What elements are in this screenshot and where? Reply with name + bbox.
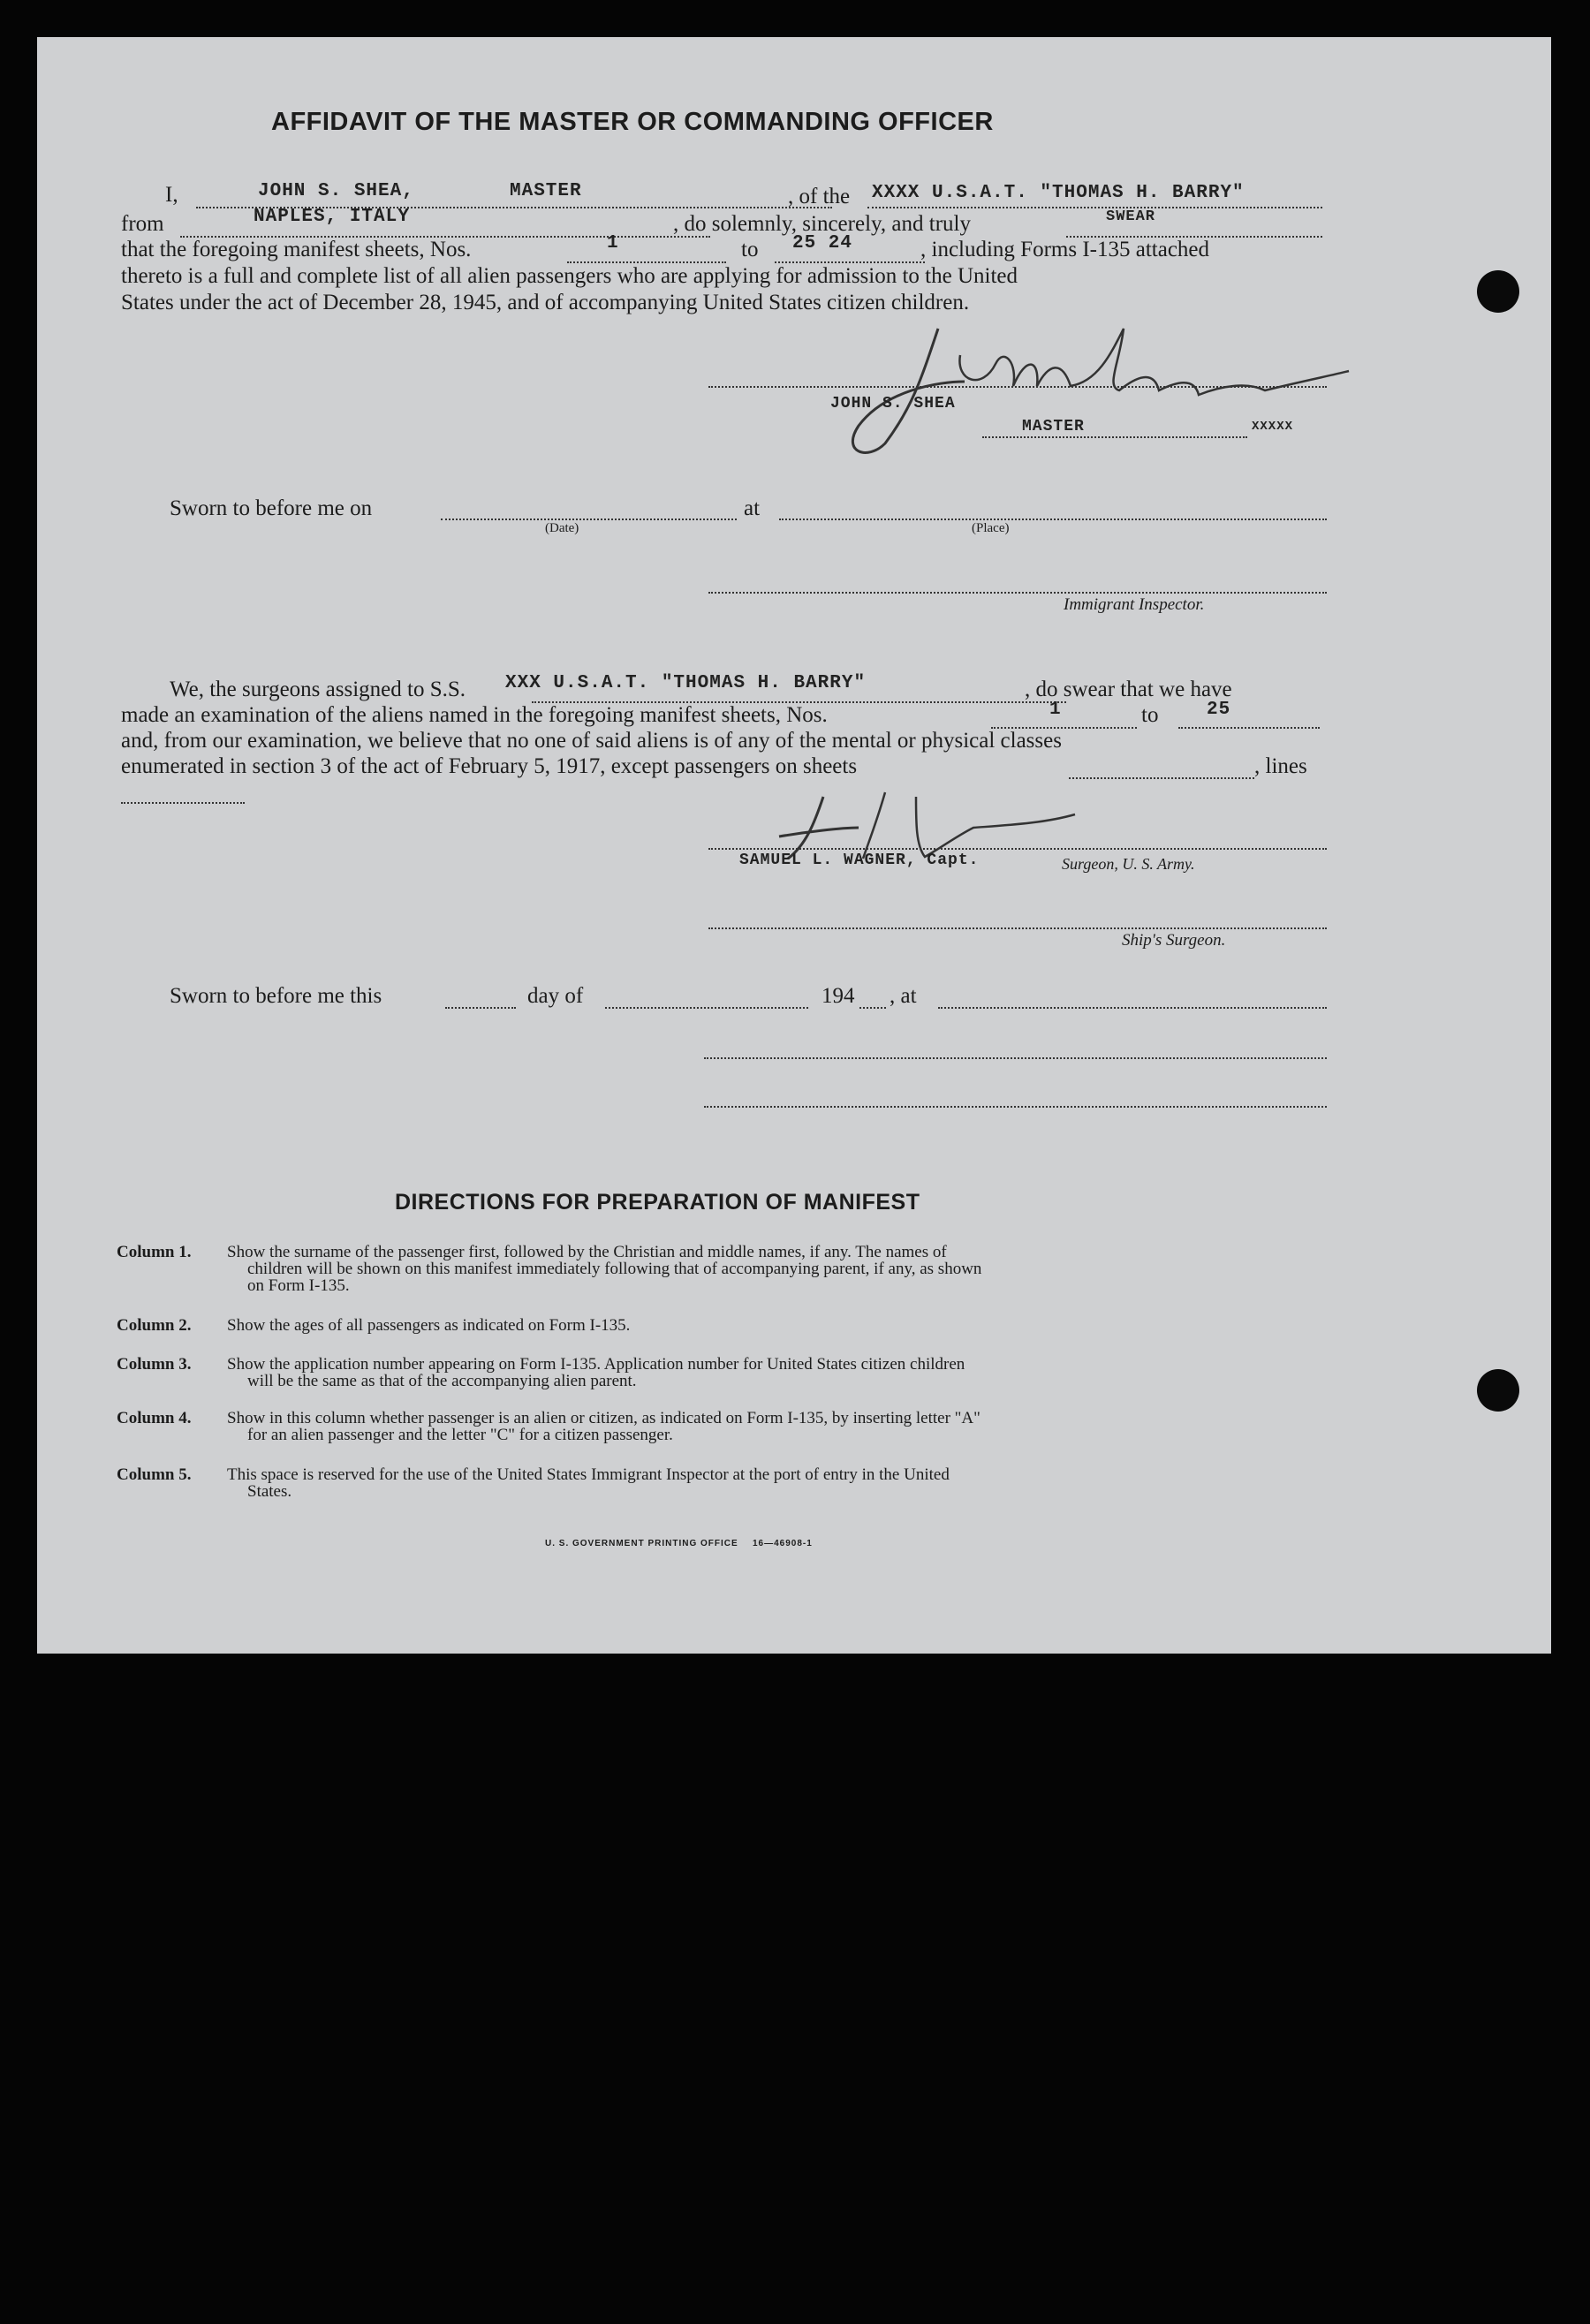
sworn-surgeons-at-label: , at — [890, 984, 917, 1008]
direction-text: Show the application number appearing on Form I-135. Application number for United States citizen children — [227, 1355, 965, 1374]
direction-label: Column 5. — [117, 1465, 192, 1484]
sworn-year-line — [859, 1007, 886, 1009]
direction-label: Column 4. — [117, 1409, 192, 1427]
surgeons-vessel: XXX U.S.A.T. "THOMAS H. BARRY" — [505, 673, 867, 693]
affidavit-line3: thereto is a full and complete list of all alien passengers who are applying for admission to the United — [121, 264, 1018, 288]
master-signature-line — [708, 386, 1327, 388]
inspector-signature-line-3 — [704, 1106, 1327, 1108]
printer-credit: U. S. GOVERNMENT PRINTING OFFICE — [545, 1539, 738, 1548]
signer-title-line — [982, 436, 1247, 438]
lines-label: , lines — [1254, 754, 1307, 778]
direction-label: Column 1. — [117, 1243, 192, 1261]
ships-surgeon-line — [708, 927, 1327, 929]
punch-hole — [1477, 270, 1519, 313]
surgeons-intro: We, the surgeons assigned to S.S. — [170, 678, 466, 701]
sheet-to: 25 24 — [792, 233, 853, 254]
struck-title: XXXXX — [1252, 420, 1294, 434]
sworn-label: Sworn to before me on — [170, 496, 373, 520]
direction-text: Show in this column whether passenger is an alien or citizen, as indicated on Form I-135, by inserting letter "A" — [227, 1409, 980, 1427]
master-vessel: XXXX U.S.A.T. "THOMAS H. BARRY" — [872, 183, 1245, 203]
date-caption: (Date) — [545, 521, 579, 535]
oath-word: SWEAR — [1106, 208, 1156, 225]
surgeons-to-label: to — [1141, 703, 1159, 727]
inspector-signature-line — [708, 592, 1327, 594]
sheet-to-line — [775, 261, 925, 263]
sworn-place-line — [779, 519, 1327, 520]
vessel-line — [867, 207, 1322, 208]
i-label: I, — [165, 183, 178, 207]
place-caption: (Place) — [972, 521, 1010, 535]
inspector-signature-line-2 — [704, 1057, 1327, 1059]
page-title: AFFIDAVIT OF THE MASTER OR COMMANDING OFFICER — [271, 108, 994, 136]
affidavit-line4: States under the act of December 28, 1945, and of accompanying United States citizen children. — [121, 291, 970, 314]
ships-surgeon-label: Ship's Surgeon. — [1122, 931, 1226, 950]
direction-label: Column 2. — [117, 1316, 192, 1335]
from-label: from — [121, 212, 164, 236]
sworn-date-line — [441, 519, 737, 520]
direction-text: States. — [247, 1482, 292, 1501]
lines-line — [121, 802, 245, 804]
direction-text: will be the same as that of the accompanying alien parent. — [247, 1372, 637, 1390]
surgeons-to-line — [1178, 727, 1320, 729]
sworn-day-line — [445, 1007, 516, 1009]
sheet-from-line — [567, 261, 726, 263]
signer-name: JOHN S. SHEA — [830, 395, 956, 413]
form-number: 16—46908-1 — [753, 1539, 813, 1548]
to-label: to — [741, 238, 759, 261]
swear-label: , do swear that we have — [1025, 678, 1232, 701]
direction-text: This space is reserved for the use of the United States Immigrant Inspector at the port of entry in the United — [227, 1465, 950, 1484]
of-the-label: , of the — [788, 185, 851, 208]
year-label: 194 — [822, 984, 855, 1008]
day-of-label: day of — [527, 984, 584, 1008]
master-signature — [806, 320, 1353, 461]
sworn-at-label: at — [744, 496, 761, 520]
master-title: MASTER — [510, 181, 582, 201]
sworn-month-line — [605, 1007, 808, 1009]
direction-text: for an alien passenger and the letter "C" for a citizen passenger. — [247, 1426, 673, 1444]
sheet-from: 1 — [607, 233, 619, 254]
affidavit-page — [37, 37, 1551, 1654]
signer-title: MASTER — [1022, 418, 1085, 435]
port-name: NAPLES, ITALY — [254, 207, 410, 227]
solemnly-label: , do solemnly, sincerely, and truly — [673, 212, 971, 236]
direction-text: children will be shown on this manifest immediately following that of accompanying parent, if any, as shown — [247, 1260, 982, 1278]
surgeons-sheet-from: 1 — [1049, 700, 1062, 720]
direction-text: Show the surname of the passenger first, followed by the Christian and middle names, if any. The names of — [227, 1243, 947, 1261]
sheets-label: that the foregoing manifest sheets, Nos. — [121, 238, 472, 261]
surgeon-role: Surgeon, U. S. Army. — [1062, 855, 1195, 873]
direction-label: Column 3. — [117, 1355, 192, 1374]
surgeons-line2: made an examination of the aliens named in the foregoing manifest sheets, Nos. — [121, 703, 828, 727]
inspector-label: Immigrant Inspector. — [1064, 595, 1205, 614]
sheets-line — [1069, 777, 1254, 779]
master-name: JOHN S. SHEA, — [258, 181, 414, 201]
sworn-surgeons-label: Sworn to before me this — [170, 984, 382, 1008]
direction-text: Show the ages of all passengers as indicated on Form I-135. — [227, 1316, 631, 1335]
surgeons-line4: enumerated in section 3 of the act of February 5, 1917, except passengers on sheets — [121, 754, 858, 778]
directions-heading: DIRECTIONS FOR PREPARATION OF MANIFEST — [395, 1190, 920, 1215]
direction-text: on Form I-135. — [247, 1276, 350, 1295]
punch-hole — [1477, 1369, 1519, 1412]
surgeons-line3: and, from our examination, we believe that no one of said aliens is of any of the mental or physical classes — [121, 729, 1062, 753]
surgeon-name: SAMUEL L. WAGNER, Capt. — [739, 852, 980, 869]
surgeon-signature-line — [708, 848, 1327, 850]
including-label: , including Forms I-135 attached — [920, 238, 1210, 261]
surgeons-sheet-to: 25 — [1207, 700, 1231, 720]
sworn-surgeons-place-line — [938, 1007, 1327, 1009]
